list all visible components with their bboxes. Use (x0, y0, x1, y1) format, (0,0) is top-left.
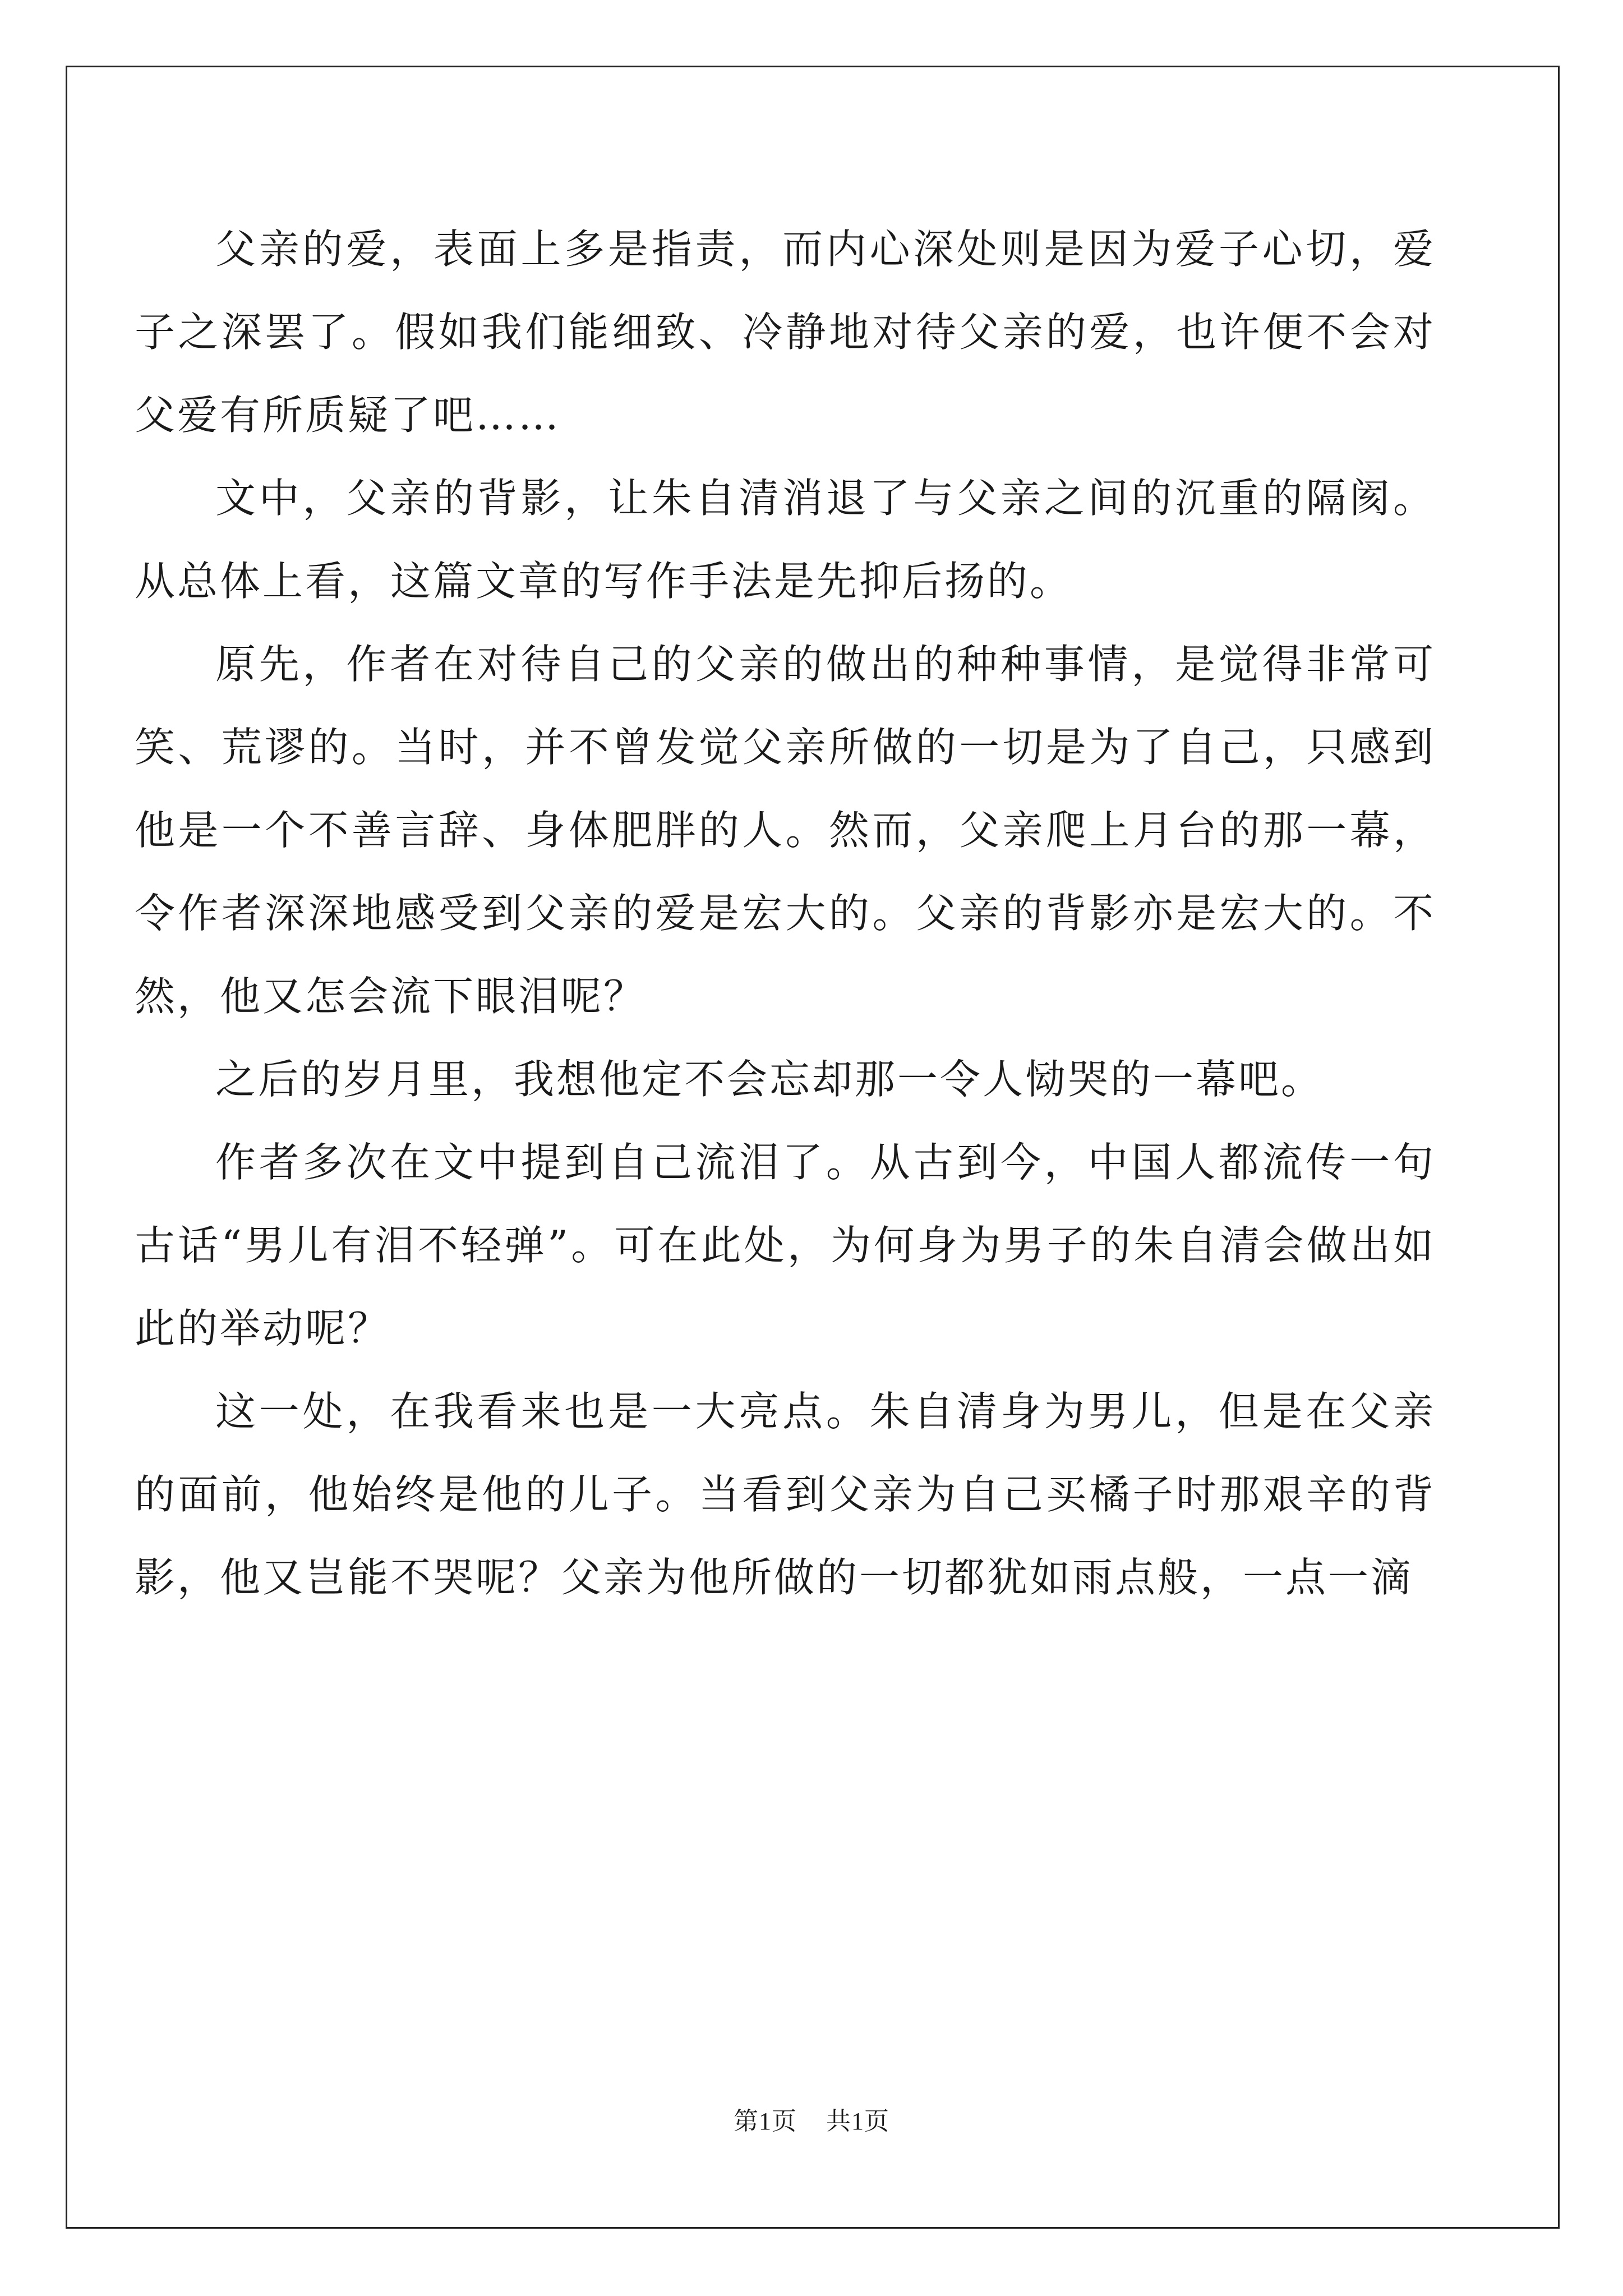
page-footer (0, 2101, 1623, 2137)
paragraph-1: 父亲的爱，表面上多是指责，而内心深处则是因为爱子心切，爱子之深罢了。假如我们能细致、冷静地对待父亲的爱，也许便不会对父爱有所质疑了吧…… (135, 226, 1436, 439)
paragraph-3: 原先，作者在对待自己的父亲的做出的种种事情，是觉得非常可笑、荒谬的。当时，并不曾发觉父亲所做的一切是为了自己，只感到他是一个不善言辞、身体肥胖的人。然而，父亲爬上月台的那一幕，令作者深深地感受到父亲的爱是宏大的。父亲的背影亦是宏大的。不然，他又怎会流下眼泪呢？ (135, 641, 1436, 1020)
paragraph-4: 之后的岁月里，我想他定不会忘却那一令人恸哭的一幕吧。 (215, 1056, 1324, 1103)
paragraph-6: 这一处，在我看来也是一大亮点。朱自清身为男儿，但是在父亲的面前，他始终是他的儿子。当看到父亲为自己买橘子时那艰辛的背影，他又岂能不哭呢？父亲为他所做的一切都犹如雨点般，一点一滴 (135, 1388, 1436, 1601)
body-text (135, 208, 1436, 1619)
paragraph-5: 作者多次在文中提到自己流泪了。从古到今，中国人都流传一句古话“男儿有泪不轻弹”。可在此处，为何身为男子的朱自清会做出如此的举动呢？ (135, 1139, 1436, 1352)
page-total: 共1页 (826, 2108, 889, 2135)
paragraph-2: 文中，父亲的背影，让朱自清消退了与父亲之间的沉重的隔阂。从总体上看，这篇文章的写作手法是先抑后扬的。 (135, 475, 1436, 605)
page-number: 第1页 (734, 2108, 797, 2135)
